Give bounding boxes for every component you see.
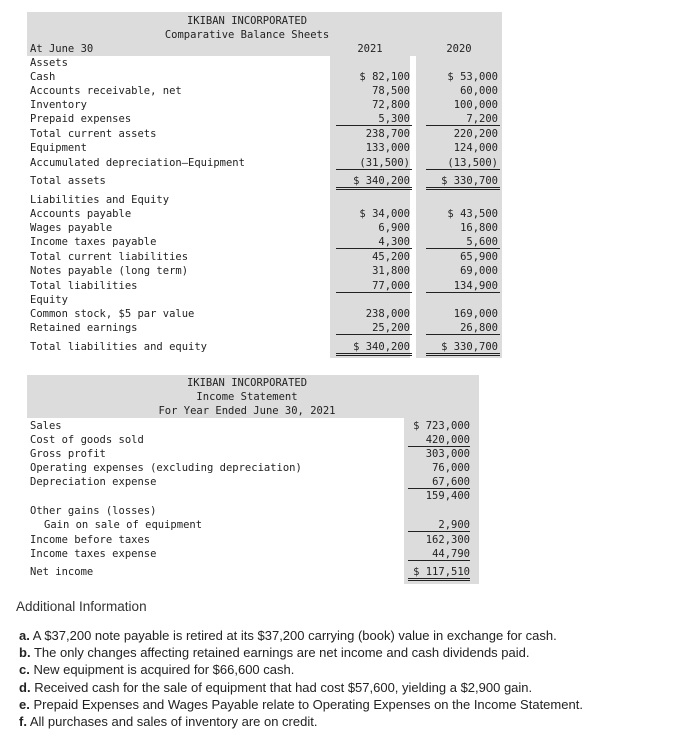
bs-row-label: Common stock, $5 par value	[30, 308, 195, 320]
additional-info-text: The only changes affecting retained earnings are net income and cash dividends paid.	[33, 645, 530, 661]
additional-info-item	[19, 628, 557, 643]
additional-info-text: A $37,200 note payable is retired at its $37,200 carrying (book) value in exchange for cash.	[32, 628, 557, 643]
additional-info-heading: Additional Information	[16, 599, 147, 614]
is-row-value: 76,000	[432, 462, 470, 474]
is-row-value: 303,000	[425, 448, 470, 460]
bs-row-label: Total current liabilities	[30, 251, 189, 263]
bs-row-value-2021: $ 340,200	[336, 341, 412, 356]
additional-info-letter: e.	[19, 696, 30, 712]
is-row-label: Sales	[30, 420, 62, 432]
bs-row-label: Liabilities and Equity	[30, 194, 170, 206]
bs-row-label: Total liabilities and equity	[30, 341, 208, 353]
bs-row-label: Accumulated depreciation—Equipment	[30, 157, 245, 169]
bs-row-value-2020: 69,000	[460, 265, 498, 277]
bs-row-value-2021: 31,800	[372, 265, 410, 277]
additional-info-letter: c.	[19, 662, 30, 678]
is-row-label: Other gains (losses)	[30, 505, 157, 517]
additional-info-item	[19, 697, 583, 712]
additional-info-text: New equipment is acquired for $66,600 cash.	[33, 662, 295, 678]
additional-info-letter: f.	[19, 714, 27, 729]
bs-row-value-2021: (31,500)	[336, 157, 412, 170]
bs-row-value-2021: 72,800	[372, 99, 410, 111]
bs-date-label: At June 30	[30, 43, 94, 55]
bs-row-label: Income taxes payable	[30, 236, 157, 248]
bs-row-label: Prepaid expenses	[30, 113, 132, 125]
is-row-value: 2,900	[408, 519, 470, 532]
bs-row-value-2021: 25,200	[336, 322, 412, 335]
is-row-value: 44,790	[408, 548, 470, 561]
bs-col-header-2021: 2021	[357, 43, 383, 55]
bs-row-value-2021: 133,000	[365, 142, 410, 154]
bs-row-value-2021: 238,700	[365, 128, 410, 140]
is-row-value: $ 723,000	[413, 420, 470, 432]
bs-row-label: Total current assets	[30, 128, 157, 140]
additional-info-text: All purchases and sales of inventory are on credit.	[29, 714, 318, 729]
bs-title: Comparative Balance Sheets	[164, 29, 330, 41]
bs-row-value-2020: $ 53,000	[447, 71, 498, 83]
is-row-label: Cost of goods sold	[30, 434, 144, 446]
bs-row-value-2020: 169,000	[453, 308, 498, 320]
is-row-label: Operating expenses (excluding depreciation)	[30, 462, 302, 474]
bs-row-value-2020: 60,000	[460, 85, 498, 97]
bs-row-value-2021: 77,000	[336, 280, 412, 293]
is-row-label: Income before taxes	[30, 534, 151, 546]
bs-row-label: Total assets	[30, 175, 106, 187]
bs-row-value-2020: 134,900	[426, 280, 500, 293]
bs-row-label: Equity	[30, 294, 68, 306]
bs-row-label: Inventory	[30, 99, 87, 111]
bs-row-value-2020: 124,000	[453, 142, 498, 154]
bs-row-value-2020: 7,200	[426, 113, 500, 126]
bs-row-value-2020: $ 330,700	[426, 175, 500, 190]
bs-row-label: Cash	[30, 71, 56, 83]
is-row-label: Gross profit	[30, 448, 106, 460]
is-row-value: 420,000	[408, 434, 470, 447]
bs-row-value-2020: 220,200	[453, 128, 498, 140]
bs-row-value-2020: 65,900	[460, 251, 498, 263]
is-row-label: Net income	[30, 566, 94, 578]
bs-row-value-2020: 16,800	[460, 222, 498, 234]
bs-row-value-2021: 45,200	[372, 251, 410, 263]
additional-info-letter: b.	[19, 645, 31, 661]
bs-row-label: Notes payable (long term)	[30, 265, 189, 277]
bs-row-value-2020: $ 330,700	[426, 341, 500, 356]
additional-info-letter: d.	[19, 679, 31, 695]
bs-row-value-2020: 26,800	[426, 322, 500, 335]
bs-row-value-2021: $ 34,000	[359, 208, 410, 220]
is-row-value: $ 117,510	[408, 566, 470, 581]
bs-row-value-2021: 78,500	[372, 85, 410, 97]
bs-row-value-2021: $ 82,100	[359, 71, 410, 83]
bs-row-value-2021: 6,900	[378, 222, 410, 234]
is-row-label: Depreciation expense	[30, 476, 157, 488]
bs-company-name: IKIBAN INCORPORATED	[186, 15, 308, 27]
bs-row-value-2020: 5,600	[426, 236, 500, 249]
additional-info-item	[19, 680, 532, 695]
bs-row-value-2020: 100,000	[453, 99, 498, 111]
bs-row-value-2021: 4,300	[336, 236, 412, 249]
bs-row-label: Total liabilities	[30, 280, 138, 292]
additional-info-item	[19, 645, 529, 660]
bs-col-header-2020: 2020	[446, 43, 472, 55]
bs-row-label: Equipment	[30, 142, 87, 154]
is-company-name: IKIBAN INCORPORATED	[186, 377, 308, 389]
is-row-value: 162,300	[425, 534, 470, 546]
additional-info-letter: a.	[19, 628, 30, 643]
is-row-label: Gain on sale of equipment	[44, 519, 203, 531]
bs-row-value-2021: 238,000	[365, 308, 410, 320]
bs-row-value-2021: 5,300	[336, 113, 412, 126]
bs-row-value-2021: $ 340,200	[336, 175, 412, 190]
additional-info-item	[19, 662, 294, 677]
is-period: For Year Ended June 30, 2021	[158, 405, 336, 417]
additional-info-text: Prepaid Expenses and Wages Payable relate to Operating Expenses on the Income Statement.	[33, 696, 583, 712]
additional-info-text: Received cash for the sale of equipment that had cost $57,600, yielding a $2,900 gain.	[34, 679, 533, 695]
is-row-value: 159,400	[425, 490, 470, 502]
is-row-label: Income taxes expense	[30, 548, 157, 560]
bs-row-label: Wages payable	[30, 222, 113, 234]
additional-info-item	[19, 714, 317, 729]
bs-row-value-2020: $ 43,500	[447, 208, 498, 220]
bs-row-label: Accounts receivable, net	[30, 85, 182, 97]
is-title: Income Statement	[196, 391, 298, 403]
bs-row-label: Retained earnings	[30, 322, 138, 334]
is-row-value: 67,600	[408, 476, 470, 489]
bs-row-label: Accounts payable	[30, 208, 132, 220]
bs-row-value-2020: (13,500)	[426, 157, 500, 170]
bs-row-label: Assets	[30, 57, 68, 69]
